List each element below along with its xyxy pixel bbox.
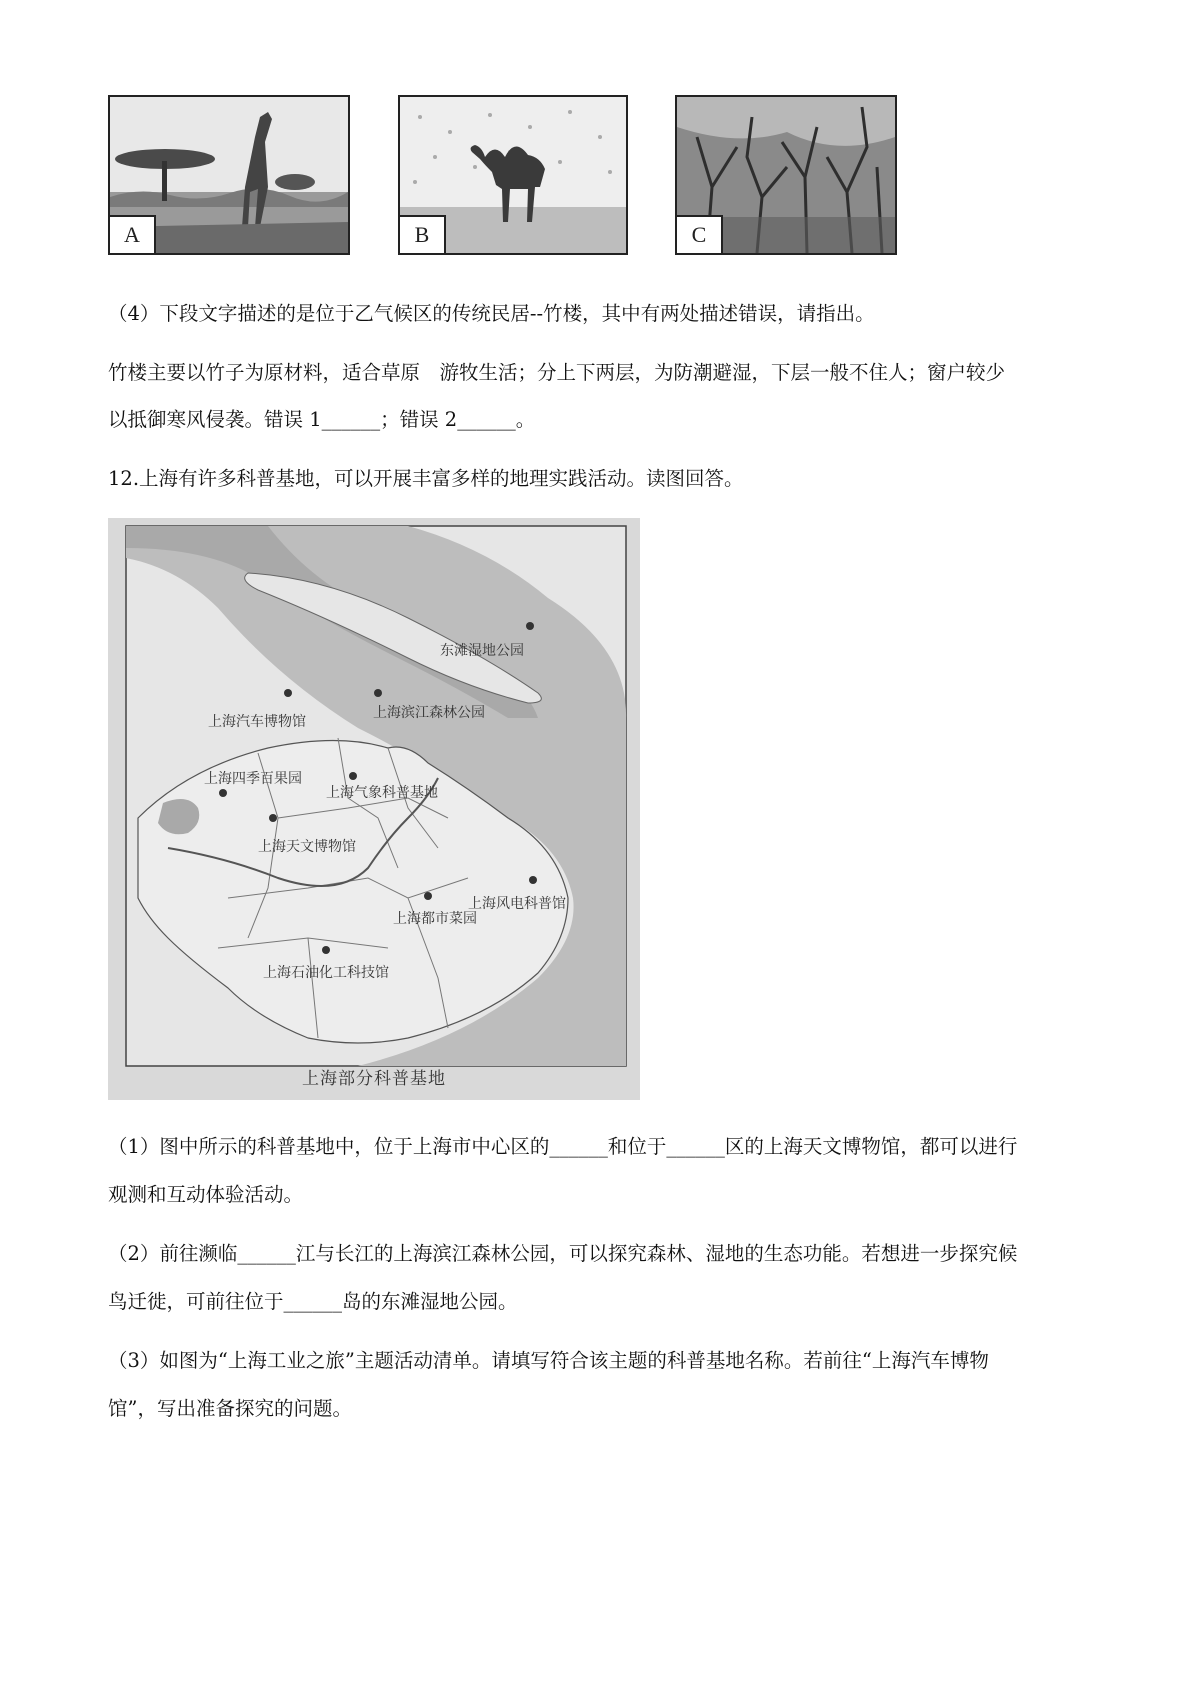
map-label-dongtan: 东滩湿地公园 — [440, 643, 524, 659]
q12-part1-line1: （1）图中所示的科普基地中，位于上海市中心区的______和位于______区的上海天文博物馆，都可以进行 — [108, 1135, 1018, 1158]
shanghai-map — [108, 518, 640, 1100]
photo-desert — [398, 95, 628, 255]
photo-label-a: A — [110, 215, 156, 253]
photo-forest — [675, 95, 897, 255]
map-label-wind-power: 上海风电科普馆 — [468, 896, 566, 912]
photo-savanna — [108, 95, 350, 255]
map-caption: 上海部分科普基地 — [302, 1069, 446, 1089]
map-label-petrochem-museum: 上海石油化工科技馆 — [263, 965, 389, 981]
q12-part3-line1: （3）如图为“上海工业之旅”主题活动清单。请填写符合该主题的科普基地名称。若前往“上海汽车博物 — [108, 1349, 989, 1372]
map-label-astronomy-museum: 上海天文博物馆 — [258, 839, 356, 855]
q11-part4-text-line2: 以抵御寒风侵袭。错误 1______；错误 2______。 — [108, 408, 536, 431]
q12-part3-line2: 馆”，写出准备探究的问题。 — [108, 1397, 352, 1420]
map-label-auto-museum: 上海汽车博物馆 — [208, 714, 306, 730]
photo-label-c: C — [677, 215, 723, 253]
map-graphic — [108, 518, 640, 1100]
q11-part4-prompt: （4）下段文字描述的是位于乙气候区的传统民居--竹楼，其中有两处描述错误，请指出。 — [108, 302, 875, 325]
q11-part4-text-line1: 竹楼主要以竹子为原材料，适合草原 游牧生活；分上下两层，为防潮避湿，下层一般不住人；窗户较少 — [108, 361, 1006, 384]
map-label-fruit-garden: 上海四季百果园 — [204, 771, 302, 787]
map-label-binjiang-forest: 上海滨江森林公园 — [373, 705, 485, 721]
q12-stem: 12.上海有许多科普基地，可以开展丰富多样的地理实践活动。读图回答。 — [108, 467, 744, 490]
q12-part2-line1: （2）前往濒临______江与长江的上海滨江森林公园，可以探究森林、湿地的生态功能。若想进一步探究候 — [108, 1242, 1018, 1265]
map-label-weather-base: 上海气象科普基地 — [326, 785, 438, 801]
map-label-urban-farm: 上海都市菜园 — [393, 911, 477, 927]
q12-part2-line2: 鸟迁徙，可前往位于______岛的东滩湿地公园。 — [108, 1290, 518, 1313]
q12-part1-line2: 观测和互动体验活动。 — [108, 1183, 304, 1206]
photo-label-b: B — [400, 215, 446, 253]
